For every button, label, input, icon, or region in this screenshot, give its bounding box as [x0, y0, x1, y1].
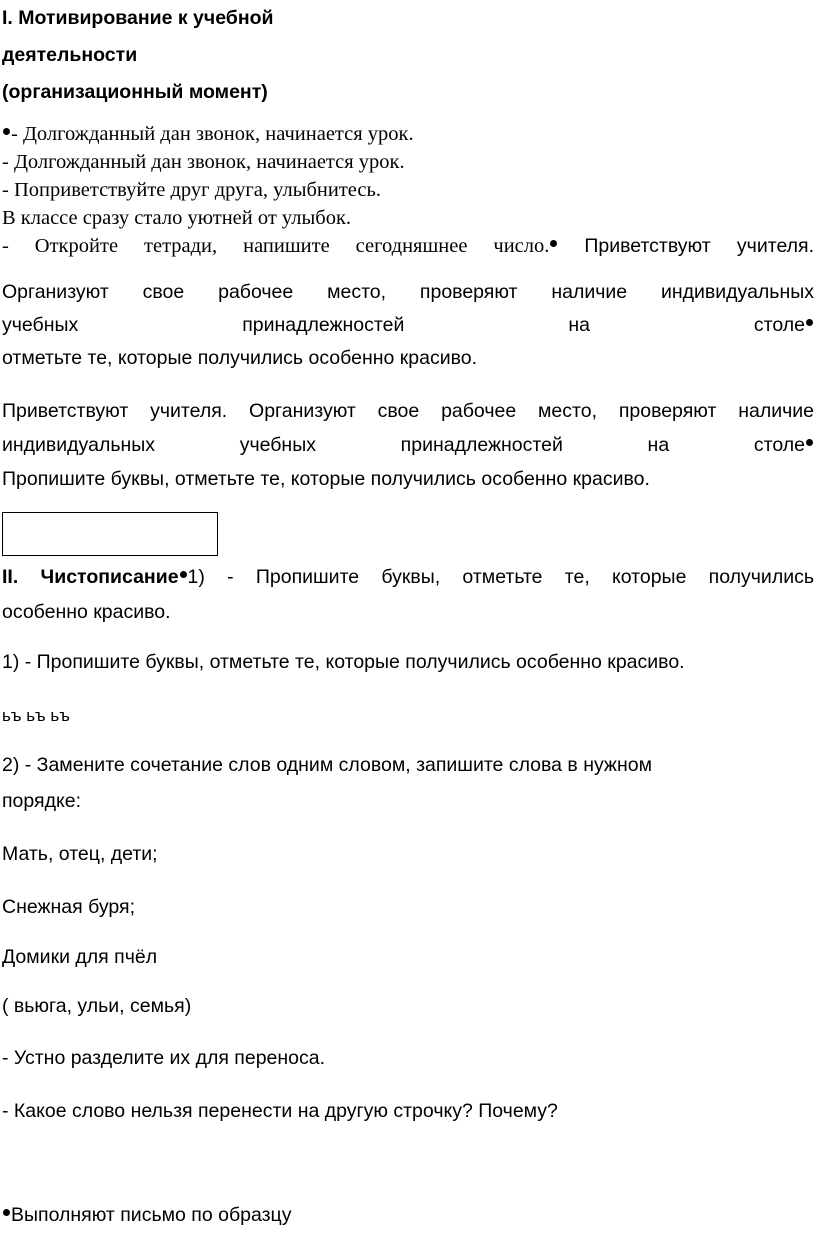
answers: ( вьюга, ульи, семья): [2, 995, 192, 1017]
student-activity-text: Выполняют письмо по образцу: [11, 1204, 292, 1226]
bullet-icon: [806, 439, 813, 446]
empty-table-cell: [2, 512, 218, 556]
section2-title: II. Чистописание: [2, 566, 179, 588]
student-a-line4: отметьте те, которые получились особенно красиво.: [2, 347, 478, 369]
student-a-line2: Организуют свое рабочее место, проверяют наличие индивидуальных: [2, 281, 814, 303]
phrase-1: Мать, отец, дети;: [2, 843, 158, 865]
section2-title-line: II. Чистописание 1) - Пропишите буквы, отметьте те, которые получились: [2, 566, 814, 588]
section1-title-line1: I. Мотивирование к учебной: [2, 7, 274, 29]
bullet-icon: [806, 319, 813, 326]
task2: [2, 747, 814, 819]
student-b-line3: Пропишите буквы, отметьте те, которые получились особенно красиво.: [2, 468, 650, 490]
teacher-line-2: - Долгожданный дан звонок, начинается урок.: [2, 151, 405, 173]
section2-heading: [2, 560, 814, 630]
task2-line1: 2) - Замените сочетание слов одним словом, запишите слова в нужном: [2, 754, 652, 776]
task2-line2: порядке:: [2, 790, 81, 812]
teacher-line-5: - Откройте тетради, напишите сегодняшнее число. Приветствуют учителя.: [2, 235, 814, 257]
student-a-line3: учебных принадлежностей на столе: [2, 309, 814, 342]
bullet-icon: [550, 240, 557, 247]
phrase-2: Снежная буря;: [2, 896, 135, 918]
section1-title-line2: деятельности: [2, 44, 138, 66]
bullet-icon: [3, 128, 10, 135]
section2-task1-cont: особенно красиво.: [2, 601, 171, 623]
bullet-icon: [3, 1209, 10, 1216]
phrase-3: Домики для пчёл: [2, 946, 158, 968]
section1-title-line3: (организационный момент): [2, 81, 268, 103]
task4: - Какое слово нельзя перенести на другую строчку? Почему?: [2, 1100, 558, 1122]
letters-sample: ьъ ьъ ьъ: [2, 706, 70, 725]
student-b-line2: индивидуальных учебных принадлежностей на столе: [2, 428, 814, 462]
teacher-line-4: В классе сразу стало уютней от улыбок.: [2, 207, 352, 229]
bullet-icon: [180, 571, 187, 578]
teacher-line-1: - Долгожданный дан звонок, начинается урок.: [2, 120, 814, 148]
task1: 1) - Пропишите буквы, отметьте те, которые получились особенно красиво.: [2, 651, 685, 673]
teacher-line-3: - Поприветствуйте друг друга, улыбнитесь.: [2, 179, 381, 201]
task3: - Устно разделите их для переноса.: [2, 1047, 326, 1069]
student-a-start: Приветствуют учителя.: [584, 235, 814, 257]
student-activity-b: [2, 394, 814, 496]
section1-heading: [2, 0, 814, 111]
student-activity-a: [2, 276, 814, 375]
student-activity-c: [2, 1197, 814, 1233]
teacher-speech: [2, 120, 814, 260]
student-b-line1: Приветствуют учителя. Организуют свое рабочее место, проверяют наличие: [2, 400, 814, 422]
